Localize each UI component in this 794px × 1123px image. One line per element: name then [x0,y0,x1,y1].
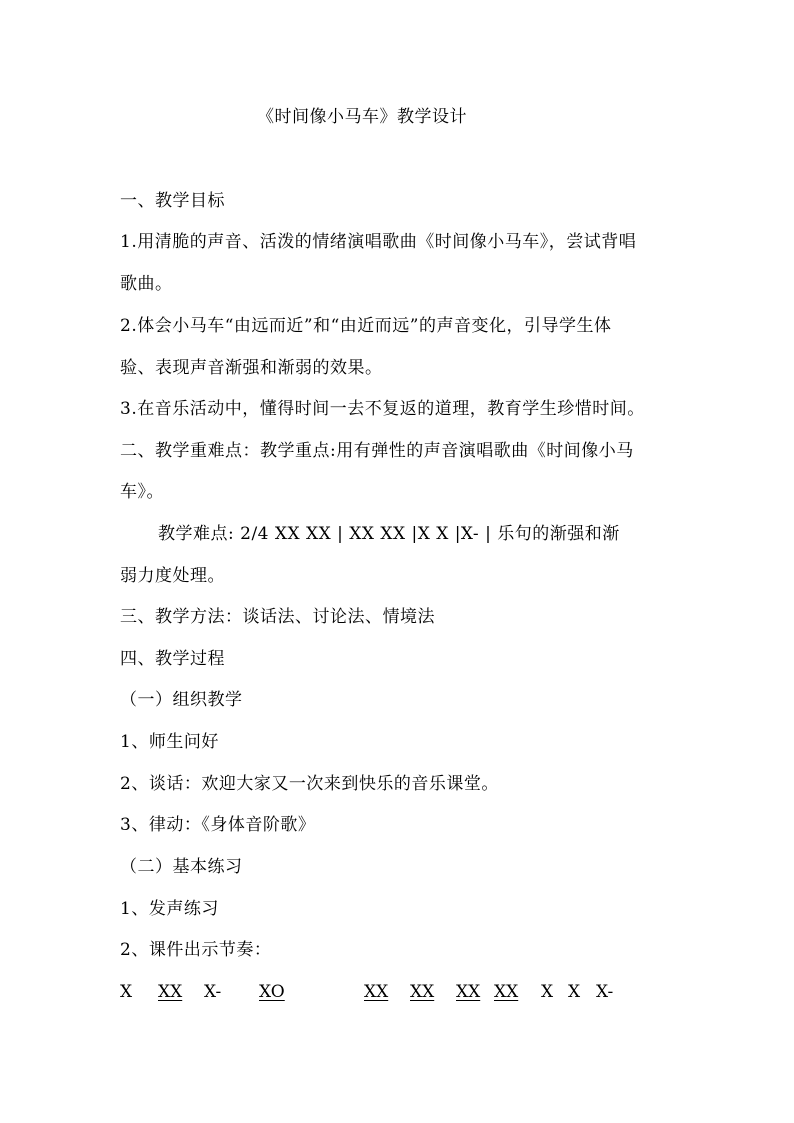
list-item: 1、发声练习 [120,899,219,919]
rhythm-note: XX [158,982,183,1002]
list-item: 1、师生问好 [120,732,219,752]
paragraph-line: 3.在音乐活动中，懂得时间一去不复返的道理，教育学生珍惜时间。 [120,399,645,419]
subsection-heading: （一）组织教学 [120,690,243,710]
list-item: 2、课件出示节奏： [120,940,272,960]
section-heading-key-points: 二、教学重难点：教学重点:用有弹性的声音演唱歌曲《时间像小马 [120,441,634,461]
rhythm-note: X [568,982,581,1002]
list-item: 3、律动：《身体音阶歌》 [120,815,316,835]
rhythm-note: X [541,982,554,1002]
document-title: 《时间像小马车》教学设计 [257,107,467,127]
rhythm-note: XX [456,982,481,1002]
rhythm-note: X- [596,982,614,1002]
rhythm-note: X [120,982,133,1002]
section-heading-process: 四、教学过程 [120,649,225,669]
paragraph-line: 弱力度处理。 [120,566,225,586]
rhythm-note: XO [259,982,285,1002]
paragraph-line: 车》。 [120,482,164,502]
rhythm-note: XX [364,982,389,1002]
paragraph-line: 歌曲。 [120,274,173,294]
section-heading-objectives: 一、教学目标 [120,191,225,211]
paragraph-line: 验、表现声音渐强和渐弱的效果。 [120,358,383,378]
rhythm-note: XX [494,982,519,1002]
list-item: 2、谈话：欢迎大家又一次来到快乐的音乐课堂。 [120,774,499,794]
paragraph-line: 2.体会小马车“由远而近”和“由近而远”的声音变化，引导学生体 [120,316,612,336]
section-heading-methods: 三、教学方法：谈话法、讨论法、情境法 [120,607,435,627]
subsection-heading: （二）基本练习 [120,857,243,877]
paragraph-line: 1.用清脆的声音、活泼的情绪演唱歌曲《时间像小马车》，尝试背唱 [120,232,637,252]
rhythm-note: XX [410,982,435,1002]
paragraph-line-difficulty: 教学难点: 2/4 XX XX | XX XX |X X |X- | 乐句的渐强和渐 [158,524,620,544]
rhythm-note: X- [204,982,222,1002]
